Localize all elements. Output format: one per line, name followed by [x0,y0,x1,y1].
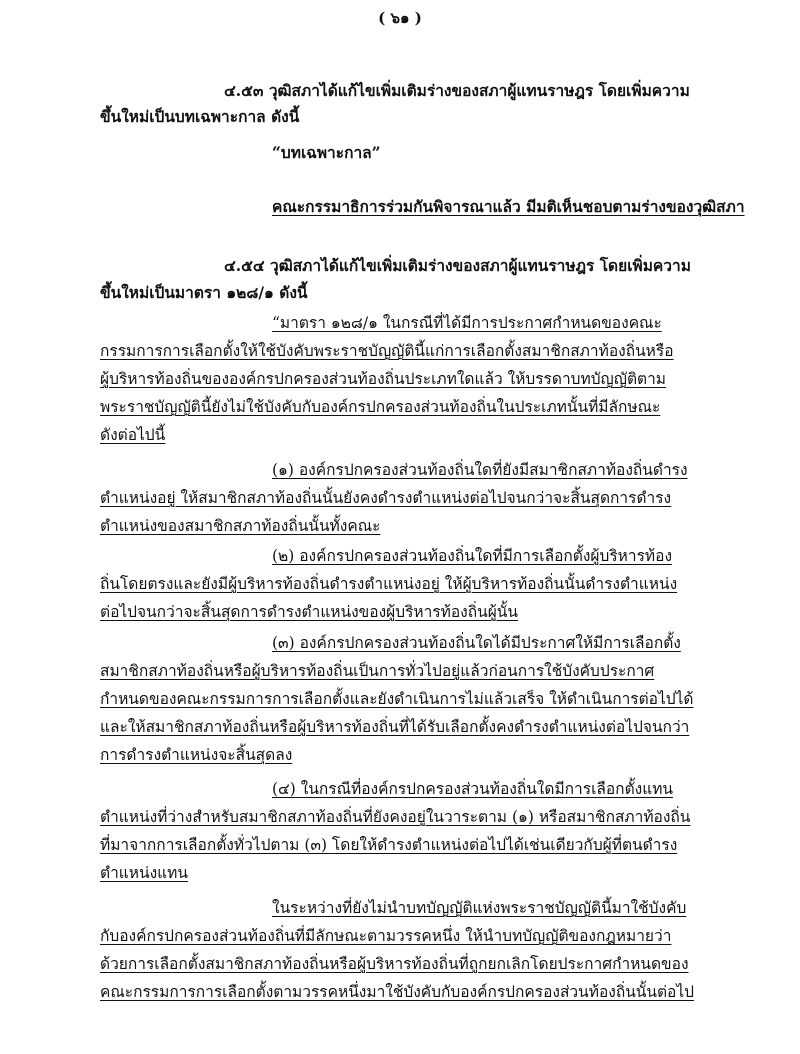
body-line: การดำรงตำแหน่งจะสิ้นสุดลง [100,746,293,764]
page-number: ( ๖๑ ) [378,9,422,27]
body-line: ถิ่นโดยตรงและยังมีผู้บริหารท้องถิ่นดำรงตำแหน่งอยู่ ให้ผู้บริหารท้องถิ่นนั้นดำรงตำแหน่ง [100,575,678,593]
body-line: (๔) ในกรณีที่องค์กรปกครองส่วนท้องถิ่นใดมีการเลือกตั้งแทน [272,780,674,798]
body-line: ตำแหน่งที่ว่างสำหรับสมาชิกสภาท้องถิ่นที่ยังคงอยู่ในวาระตาม (๑) หรือสมาชิกสภาท้องถิ่น [100,808,691,826]
body-line: (๑) องค์กรปกครองส่วนท้องถิ่นใดที่ยังมีสมาชิกสภาท้องถิ่นดำรง [272,461,688,479]
body-line: (๒) องค์กรปกครองส่วนท้องถิ่นใดที่มีการเลือกตั้งผู้บริหารท้อง [272,547,673,565]
body-line: และให้สมาชิกสภาท้องถิ่นหรือผู้บริหารท้องถิ่นที่ได้รับเลือกตั้งคงดำรงตำแหน่งต่อไปจนกว่า [100,718,690,736]
body-line: ตำแหน่งของสมาชิกสภาท้องถิ่นนั้นทั้งคณะ [100,517,381,535]
body-line: พระราชบัญญัตินี้ยังไม่ใช้บังคับกับองค์กรปกครองส่วนท้องถิ่นในประเภทนั้นที่มีลักษณะ [100,398,661,416]
section-4-53-heading: ๔.๕๓ วุฒิสภาได้แก้ไขเพิ่มเติมร่างของสภาผู้แทนราษฎร โดยเพิ่มความ [224,81,690,100]
body-line: กับองค์กรปกครองส่วนท้องถิ่นที่มีลักษณะตามวรรคหนึ่ง ให้นำบทบัญญัติของกฎหมายว่า [100,927,672,945]
body-line: ตำแหน่งแทน [100,864,188,882]
body-line: คณะกรรมการการเลือกตั้งตามวรรคหนึ่งมาใช้บังคับกับองค์กรปกครองส่วนท้องถิ่นนั้นต่อไป [100,983,695,1001]
body-line: (๓) องค์กรปกครองส่วนท้องถิ่นใดได้มีประกาศให้มีการเลือกตั้ง [272,634,681,652]
body-line: ดังต่อไปนี้ [100,426,166,444]
section-4-54-continuation: ขึ้นใหม่เป็นมาตรา ๑๒๘/๑ ดังนี้ [100,283,308,302]
section-4-54-heading: ๔.๕๔ วุฒิสภาได้แก้ไขเพิ่มเติมร่างของสภาผู้แทนราษฎร โดยเพิ่มความ [224,256,691,275]
section-4-53-continuation: ขึ้นใหม่เป็นบทเฉพาะกาล ดังนี้ [100,107,300,126]
body-line: สมาชิกสภาท้องถิ่นหรือผู้บริหารท้องถิ่นเป็นการทั่วไปอยู่แล้วก่อนการใช้บังคับประกาศ [100,662,655,680]
body-line: ที่มาจากการเลือกตั้งทั่วไปตาม (๓) โดยให้ดำรงตำแหน่งต่อไปได้เช่นเดียวกับผู้ที่ตนดำรง [100,836,678,854]
body-line: ตำแหน่งอยู่ ให้สมาชิกสภาท้องถิ่นนั้นยังคงดำรงตำแหน่งต่อไปจนกว่าจะสิ้นสุดการดำรง [100,489,672,507]
committee-opinion: คณะกรรมาธิการร่วมกันพิจารณาแล้ว มีมติเห็นชอบตามร่างของวุฒิสภา [272,197,745,216]
body-line: ด้วยการเลือกตั้งสมาชิกสภาท้องถิ่นหรือผู้บริหารท้องถิ่นที่ถูกยกเลิกโดยประกาศกำหนดของ [100,955,689,973]
body-line: ในระหว่างที่ยังไม่นำบทบัญญัติแห่งพระราชบัญญัตินี้มาใช้บังคับ [272,899,687,917]
body-line: ผู้บริหารท้องถิ่นขององค์กรปกครองส่วนท้องถิ่นประเภทใดแล้ว ให้บรรดาบทบัญญัติตาม [100,370,667,388]
body-line: ต่อไปจนกว่าจะสิ้นสุดการดำรงตำแหน่งของผู้บริหารท้องถิ่นผู้นั้น [100,603,519,621]
transitional-provisions-quote: “บทเฉพาะกาล” [272,143,381,162]
body-line: “มาตรา ๑๒๘/๑ ในกรณีที่ได้มีการประกาศกำหนดของคณะ [272,314,662,332]
body-line: กำหนดของคณะกรรมการการเลือกตั้งและยังดำเนินการไม่แล้วเสร็จ ให้ดำเนินการต่อไปได้ [100,690,694,708]
body-line: กรรมการการเลือกตั้งให้ใช้บังคับพระราชบัญญัตินี้แก่การเลือกตั้งสมาชิกสภาท้องถิ่นหรือ [100,342,674,360]
